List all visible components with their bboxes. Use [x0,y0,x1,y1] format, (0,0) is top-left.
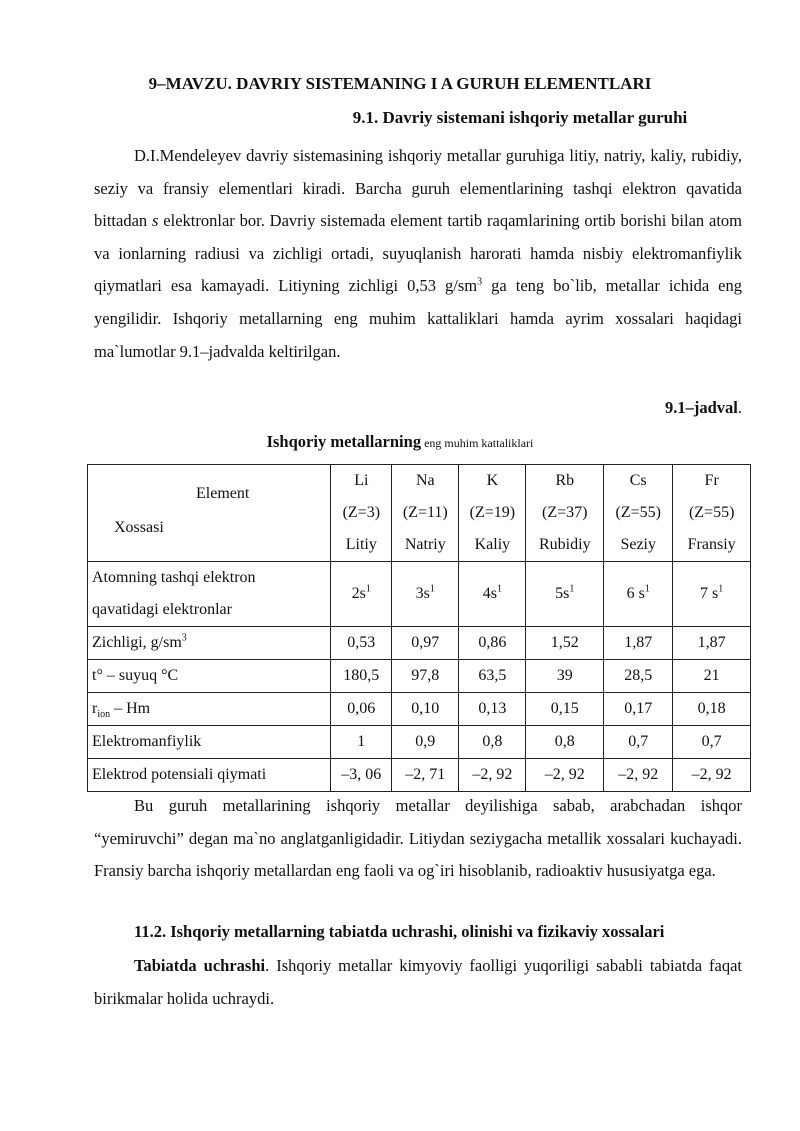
element-name: Seziy [620,536,656,553]
cell-sup: 1 [644,583,650,595]
row-label-text: Zichligi, g/sm [92,634,182,651]
row-label-line-2: qavatidagi elektronlar [92,601,232,618]
section-subtitle: 9.1. Davriy sistemani ishqoriy metallar guruhi [352,108,688,127]
table-cell: 180,5 [331,660,392,693]
row-label [88,627,331,660]
table-header-row [88,465,751,562]
table-cell [331,562,392,627]
intro-s-italic: s [152,211,159,231]
row-label-rest: – Hm [110,700,151,717]
table-cell: 0,06 [331,693,392,726]
table-cell: –3, 06 [331,759,392,792]
element-z: (Z=55) [688,504,735,521]
cell-sup: 1 [718,583,724,595]
table-cell: 21 [673,660,751,693]
cell-sup: 1 [365,583,371,595]
element-z: (Z=37) [542,504,588,521]
table-cell: 0,15 [526,693,604,726]
para3-text: . Ishqoriy metallar kimyoviy faolligi yuqoriligi sababli tabiatda faqat birikmalar holida uchraydi. [94,956,742,1008]
element-symbol: Li [354,472,369,489]
table-cell: 0,10 [392,693,459,726]
table-row-electronegativity [88,726,751,759]
row-label [88,562,331,627]
table-cell: 0,9 [392,726,459,759]
cell-value: 6 s [626,585,645,602]
element-z: (Z=55) [615,504,661,521]
table-cell [604,562,673,627]
element-symbol: K [486,472,499,489]
table-row-electrode-potential [88,759,751,792]
element-header-li [331,465,392,562]
header-corner-cell [88,465,331,562]
table-cell: –2, 92 [526,759,604,792]
table-cell: 1,87 [604,627,673,660]
table-caption [0,432,800,452]
table-caption-bold: Ishqoriy metallarning [266,432,422,451]
element-name: Litiy [345,536,377,553]
cell-value: 7 s [700,585,719,602]
table-cell [459,562,526,627]
table-cell: 1,52 [526,627,604,660]
element-header-cs [604,465,673,562]
element-symbol: Cs [629,472,647,489]
table-reference [665,398,742,418]
row-label-r: r [92,700,98,717]
table-row-melting [88,660,751,693]
table-cell: –2, 92 [673,759,751,792]
table-cell: 39 [526,660,604,693]
cell-value: 2s [351,585,366,602]
element-symbol: Rb [555,472,575,489]
table-caption-small: eng muhim kattaliklari [421,436,534,450]
element-name: Natriy [404,536,446,553]
table-row-density [88,627,751,660]
element-z: (Z=19) [469,504,516,521]
cell-sup: 1 [429,583,435,595]
table-cell: 0,7 [604,726,673,759]
row-label [88,693,331,726]
element-z: (Z=11) [402,504,448,521]
header-property-label: Xossasi [114,519,164,536]
row-label: t° – suyuq °C [88,660,331,693]
element-header-na [392,465,459,562]
table-cell: 0,53 [331,627,392,660]
element-name: Rubidiy [539,536,591,553]
table-cell: –2, 92 [604,759,673,792]
intro-sup: 3 [477,276,483,288]
header-element-label: Element [196,485,250,502]
table-row-electron-config [88,562,751,627]
table-cell: 28,5 [604,660,673,693]
table-ref-label: 9.1–jadval [664,398,738,417]
section-heading: 11.2. Ishqoriy metallarning tabiatda uchrashi, olinishi va fizikaviy xossalari [134,922,665,941]
body-paragraph-3 [94,950,742,1015]
row-label-line-1: Atomning tashqi elektron [92,569,256,586]
row-label: Elektrod potensiali qiymati [88,759,331,792]
table-ref-dot: . [737,398,742,417]
table-cell: 0,17 [604,693,673,726]
table-row-ion-radius [88,693,751,726]
body-paragraph-2: Bu guruh metallarining ishqoriy metallar deyilishiga sabab, arabchadan ishqor “yemiruvchi” degan ma`no anglatganligidadir. Litiydan seziygacha metallik xossalari kuchayadi. Fransiy barcha ishqoriy metallardan eng faoli va og`iri hisoblanib, radioaktiv hususiyatga ega. [94,796,742,881]
table-cell: 0,86 [459,627,526,660]
element-name: Kaliy [474,536,511,553]
cell-sup: 1 [569,583,575,595]
table-cell: 1 [331,726,392,759]
cell-sup: 1 [497,583,503,595]
cell-value: 5s [555,585,570,602]
row-label-sub: ion [97,709,111,721]
row-label: Elektromanfiylik [88,726,331,759]
intro-text-2: elektronlar bor. Davriy sistemada element tartib raqamlarining ortib borishi bilan atom va ionlarning radiusi va zichligi ortadi, suyuqlanish harorati hamda nisbiy elektromanfiylik qiymatlari esa kamayadi. Litiyning zichligi 0,53 g/sm [94,211,742,296]
element-symbol: Na [415,472,435,489]
table-cell: 0,8 [459,726,526,759]
element-symbol: Fr [704,472,719,489]
para3-bold: Tabiatda uchrashi [134,956,266,975]
table-cell: –2, 92 [459,759,526,792]
intro-paragraph [94,140,742,368]
table-cell: –2, 71 [392,759,459,792]
table-cell [526,562,604,627]
intro-text-1: D.I.Mendeleyev davriy sistemasining ishqoriy metallar guruhiga litiy, natriy, kaliy, rubidiy, seziy va fransiy elementlari kiradi. Barcha guruh elementlarining tashqi elektron qavatida bittadan [94,146,742,231]
intro-text-3: ga teng bo`lib, metallar ichida eng yengilidir. Ishqoriy metallarning eng muhim kattaliklari hamda ayrim xossalari haqidagi ma`lumotlar 9.1–jadvalda keltirilgan. [94,276,742,361]
table-cell: 0,18 [673,693,751,726]
element-header-fr [673,465,751,562]
table-cell: 63,5 [459,660,526,693]
element-z: (Z=3) [342,504,381,521]
element-header-rb [526,465,604,562]
page-title: 9–MAVZU. DAVRIY SISTEMANING I A GURUH ELEMENTLARI [148,74,652,93]
table-cell: 97,8 [392,660,459,693]
table-cell: 1,87 [673,627,751,660]
element-name: Fransiy [687,536,736,553]
table-cell [673,562,751,627]
alkali-metals-table [87,464,751,792]
table-cell: 0,97 [392,627,459,660]
element-header-k [459,465,526,562]
table-cell: 0,7 [673,726,751,759]
cell-value: 3s [415,585,430,602]
table-cell: 0,13 [459,693,526,726]
cell-value: 4s [482,585,498,602]
table-cell [392,562,459,627]
row-label-sup: 3 [181,632,187,644]
table-cell: 0,8 [526,726,604,759]
